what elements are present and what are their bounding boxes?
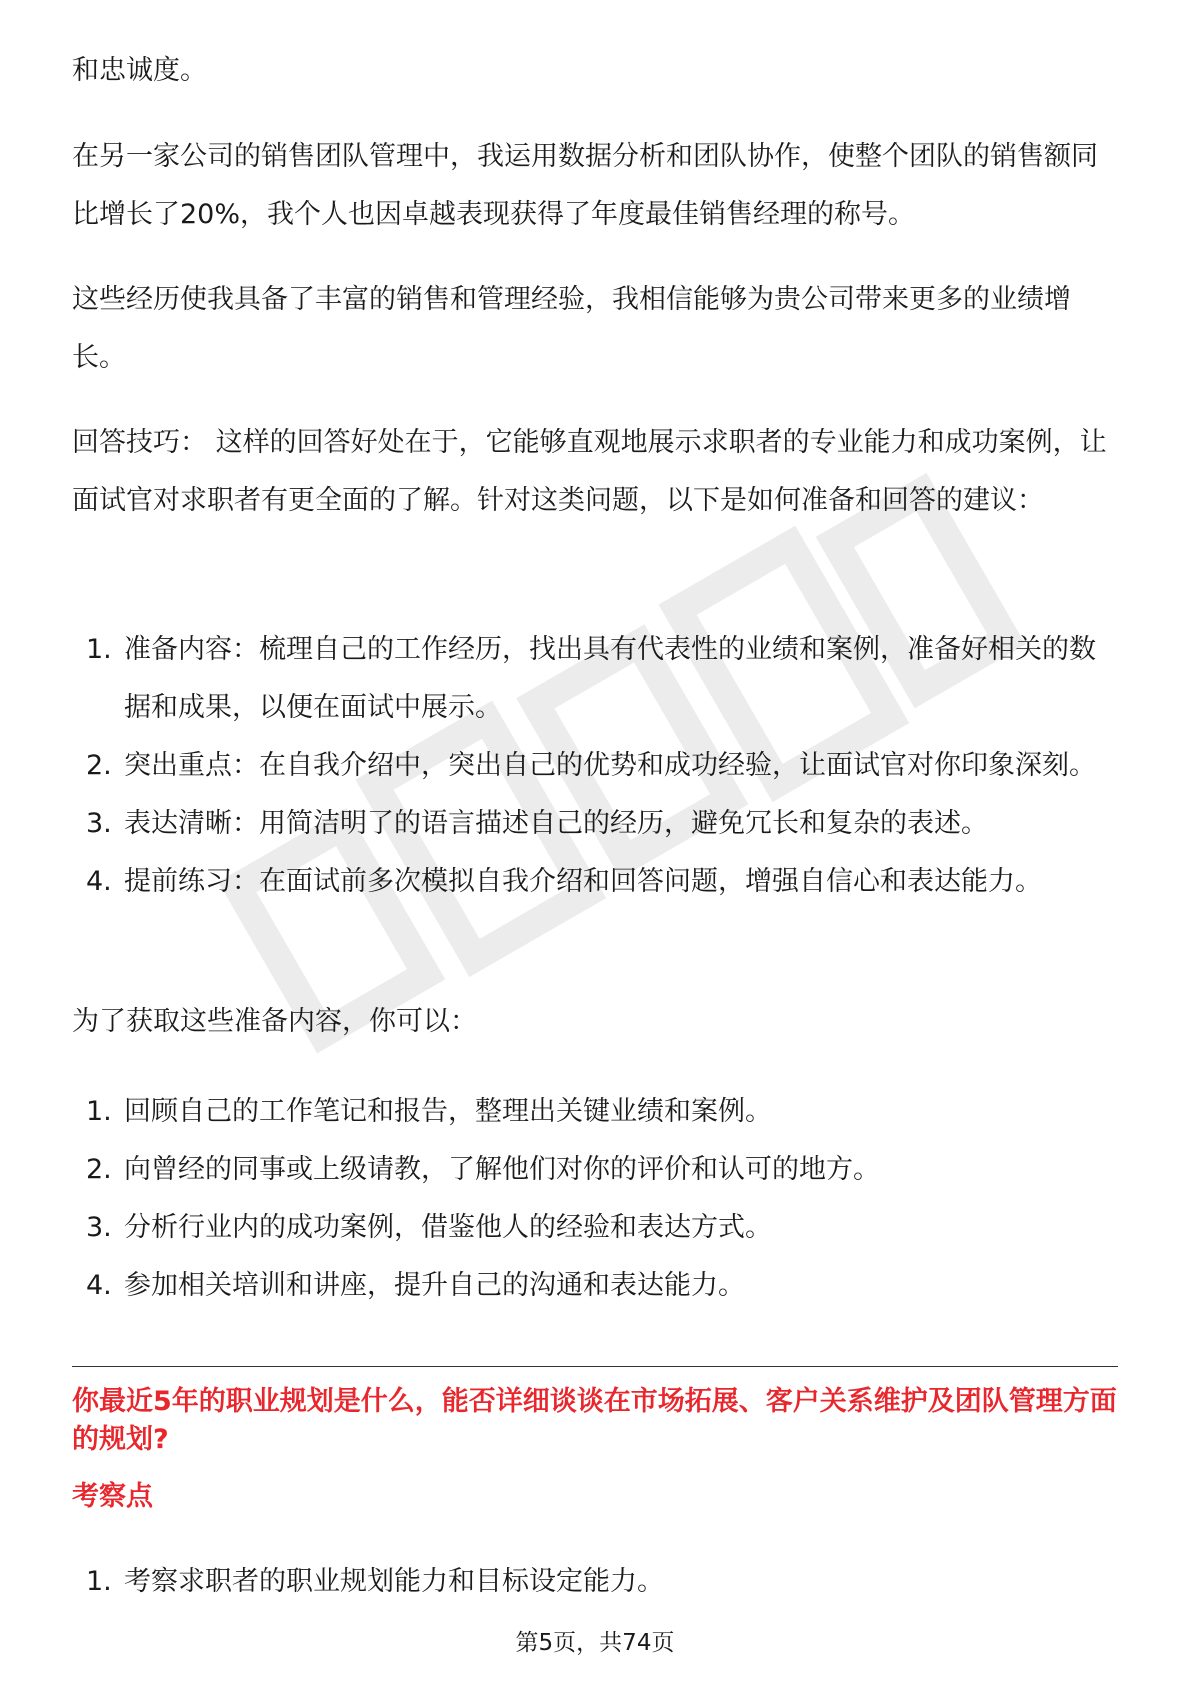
paragraph: 为了获取这些准备内容，你可以： [72,1006,477,1037]
list-item [72,853,1118,911]
list-number: 4. [86,866,112,897]
paragraph: 回答技巧： 这样的回答好处在于，它能够直观地展示求职者的专业能力和成功案例，让面试官对求职者有更全面的了解。针对这类问题，以下是如何准备和回答的建议： [72,427,1107,516]
list-item-text: 提前练习：在面试前多次模拟自我介绍和回答问题，增强自信心和表达能力。 [124,866,1042,897]
list-item-text: 向曾经的同事或上级请教，了解他们对你的评价和认可的地方。 [124,1154,880,1185]
check-list [72,1553,1118,1611]
list-item [72,1553,1118,1611]
page-footer: 第5页，共74页 [515,1630,675,1656]
paragraph: 这些经历使我具备了丰富的销售和管理经验，我相信能够为贵公司带来更多的业绩增长。 [72,284,1071,373]
list-number: 2. [86,750,112,781]
list-item [72,737,1118,795]
list-item-text: 回顾自己的工作笔记和报告，整理出关键业绩和案例。 [124,1096,772,1127]
list-item-text: 分析行业内的成功案例，借鉴他人的经验和表达方式。 [124,1212,772,1243]
list-number: 3. [86,808,112,839]
list-item [72,1257,1118,1315]
list-number: 2. [86,1154,112,1185]
paragraph: 和忠诚度。 [72,55,207,86]
list-item-text: 突出重点：在自我介绍中，突出自己的优势和成功经验，让面试官对你印象深刻。 [124,750,1096,781]
paragraph: 在另一家公司的销售团队管理中，我运用数据分析和团队协作，使整个团队的销售额同比增长了20%，我个人也因卓越表现获得了年度最佳销售经理的称号。 [72,141,1098,230]
list-item-text: 考察求职者的职业规划能力和目标设定能力。 [124,1566,664,1597]
section-divider [72,1366,1118,1367]
section-title: 考察点 [72,1481,153,1512]
list-item [72,1141,1118,1199]
list-number: 1. [86,1566,112,1597]
question-heading: 你最近5年的职业规划是什么，能否详细谈谈在市场拓展、客户关系维护及团队管理方面的规划? [72,1386,1117,1455]
list-item [72,1199,1118,1257]
list-item [72,1083,1118,1141]
tips-list [72,621,1118,911]
list-item-text: 准备内容：梳理自己的工作经历，找出具有代表性的业绩和案例，准备好相关的数据和成果，以便在面试中展示。 [124,634,1096,723]
list-item-text: 参加相关培训和讲座，提升自己的沟通和表达能力。 [124,1270,745,1301]
prep-list [72,1083,1118,1315]
list-item [72,795,1118,853]
list-number: 3. [86,1212,112,1243]
list-item-text: 表达清晰：用简洁明了的语言描述自己的经历，避免冗长和复杂的表述。 [124,808,988,839]
list-number: 1. [86,1096,112,1127]
list-item [72,621,1118,737]
list-number: 1. [86,634,112,665]
list-number: 4. [86,1270,112,1301]
